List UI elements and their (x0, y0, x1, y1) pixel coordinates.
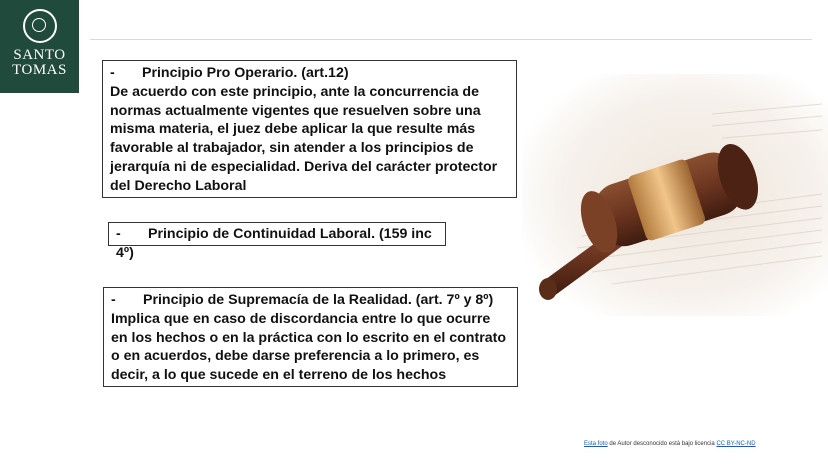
principle-title: Principio de Continuidad Laboral. (159 inc 4º) (116, 226, 432, 261)
principle-pro-operario-box (102, 60, 517, 198)
principle-supremacia-box (103, 287, 518, 387)
license-link[interactable]: CC BY-NC-ND (716, 441, 756, 447)
gavel-photo (522, 74, 828, 316)
credit-text: de Autor desconocido está bajo licencia (607, 441, 717, 447)
header-divider (90, 39, 812, 40)
bullet-dash: - (110, 65, 115, 81)
logo-text-line2: TOMAS (12, 62, 67, 78)
principle-description: De acuerdo con este principio, ante la concurrencia de normas actualmente vigentes que resuelven sobre una misma materia, el juez debe aplicar la que resulte más favorable al trabajador, sin atender a los principios de jerarquía ni de especialidad. Deriva del carácter protector del Derecho Laboral (110, 83, 498, 194)
principle-title: Principio Pro Operario. (art.12) (142, 65, 349, 81)
photo-link[interactable]: Esta foto (584, 441, 608, 447)
bullet-dash: - (111, 292, 116, 308)
logo-text-line1: SANTO (13, 47, 66, 63)
santo-tomas-logo (0, 0, 79, 93)
principle-title: Principio de Supremacía de la Realidad. (art. 7º y 8º) (143, 292, 494, 308)
image-credit (584, 441, 756, 447)
principle-continuidad-box (108, 222, 446, 261)
university-seal-icon (23, 9, 57, 43)
principle-description: Implica que en caso de discordancia entre lo que ocurre en los hechos o en la práctica con lo escrito en el contrato o en acuerdos, debe darse preferencia a lo primero, es decir, a lo que sucede en el terreno de los hechos (111, 310, 506, 384)
bullet-dash: - (116, 226, 121, 242)
